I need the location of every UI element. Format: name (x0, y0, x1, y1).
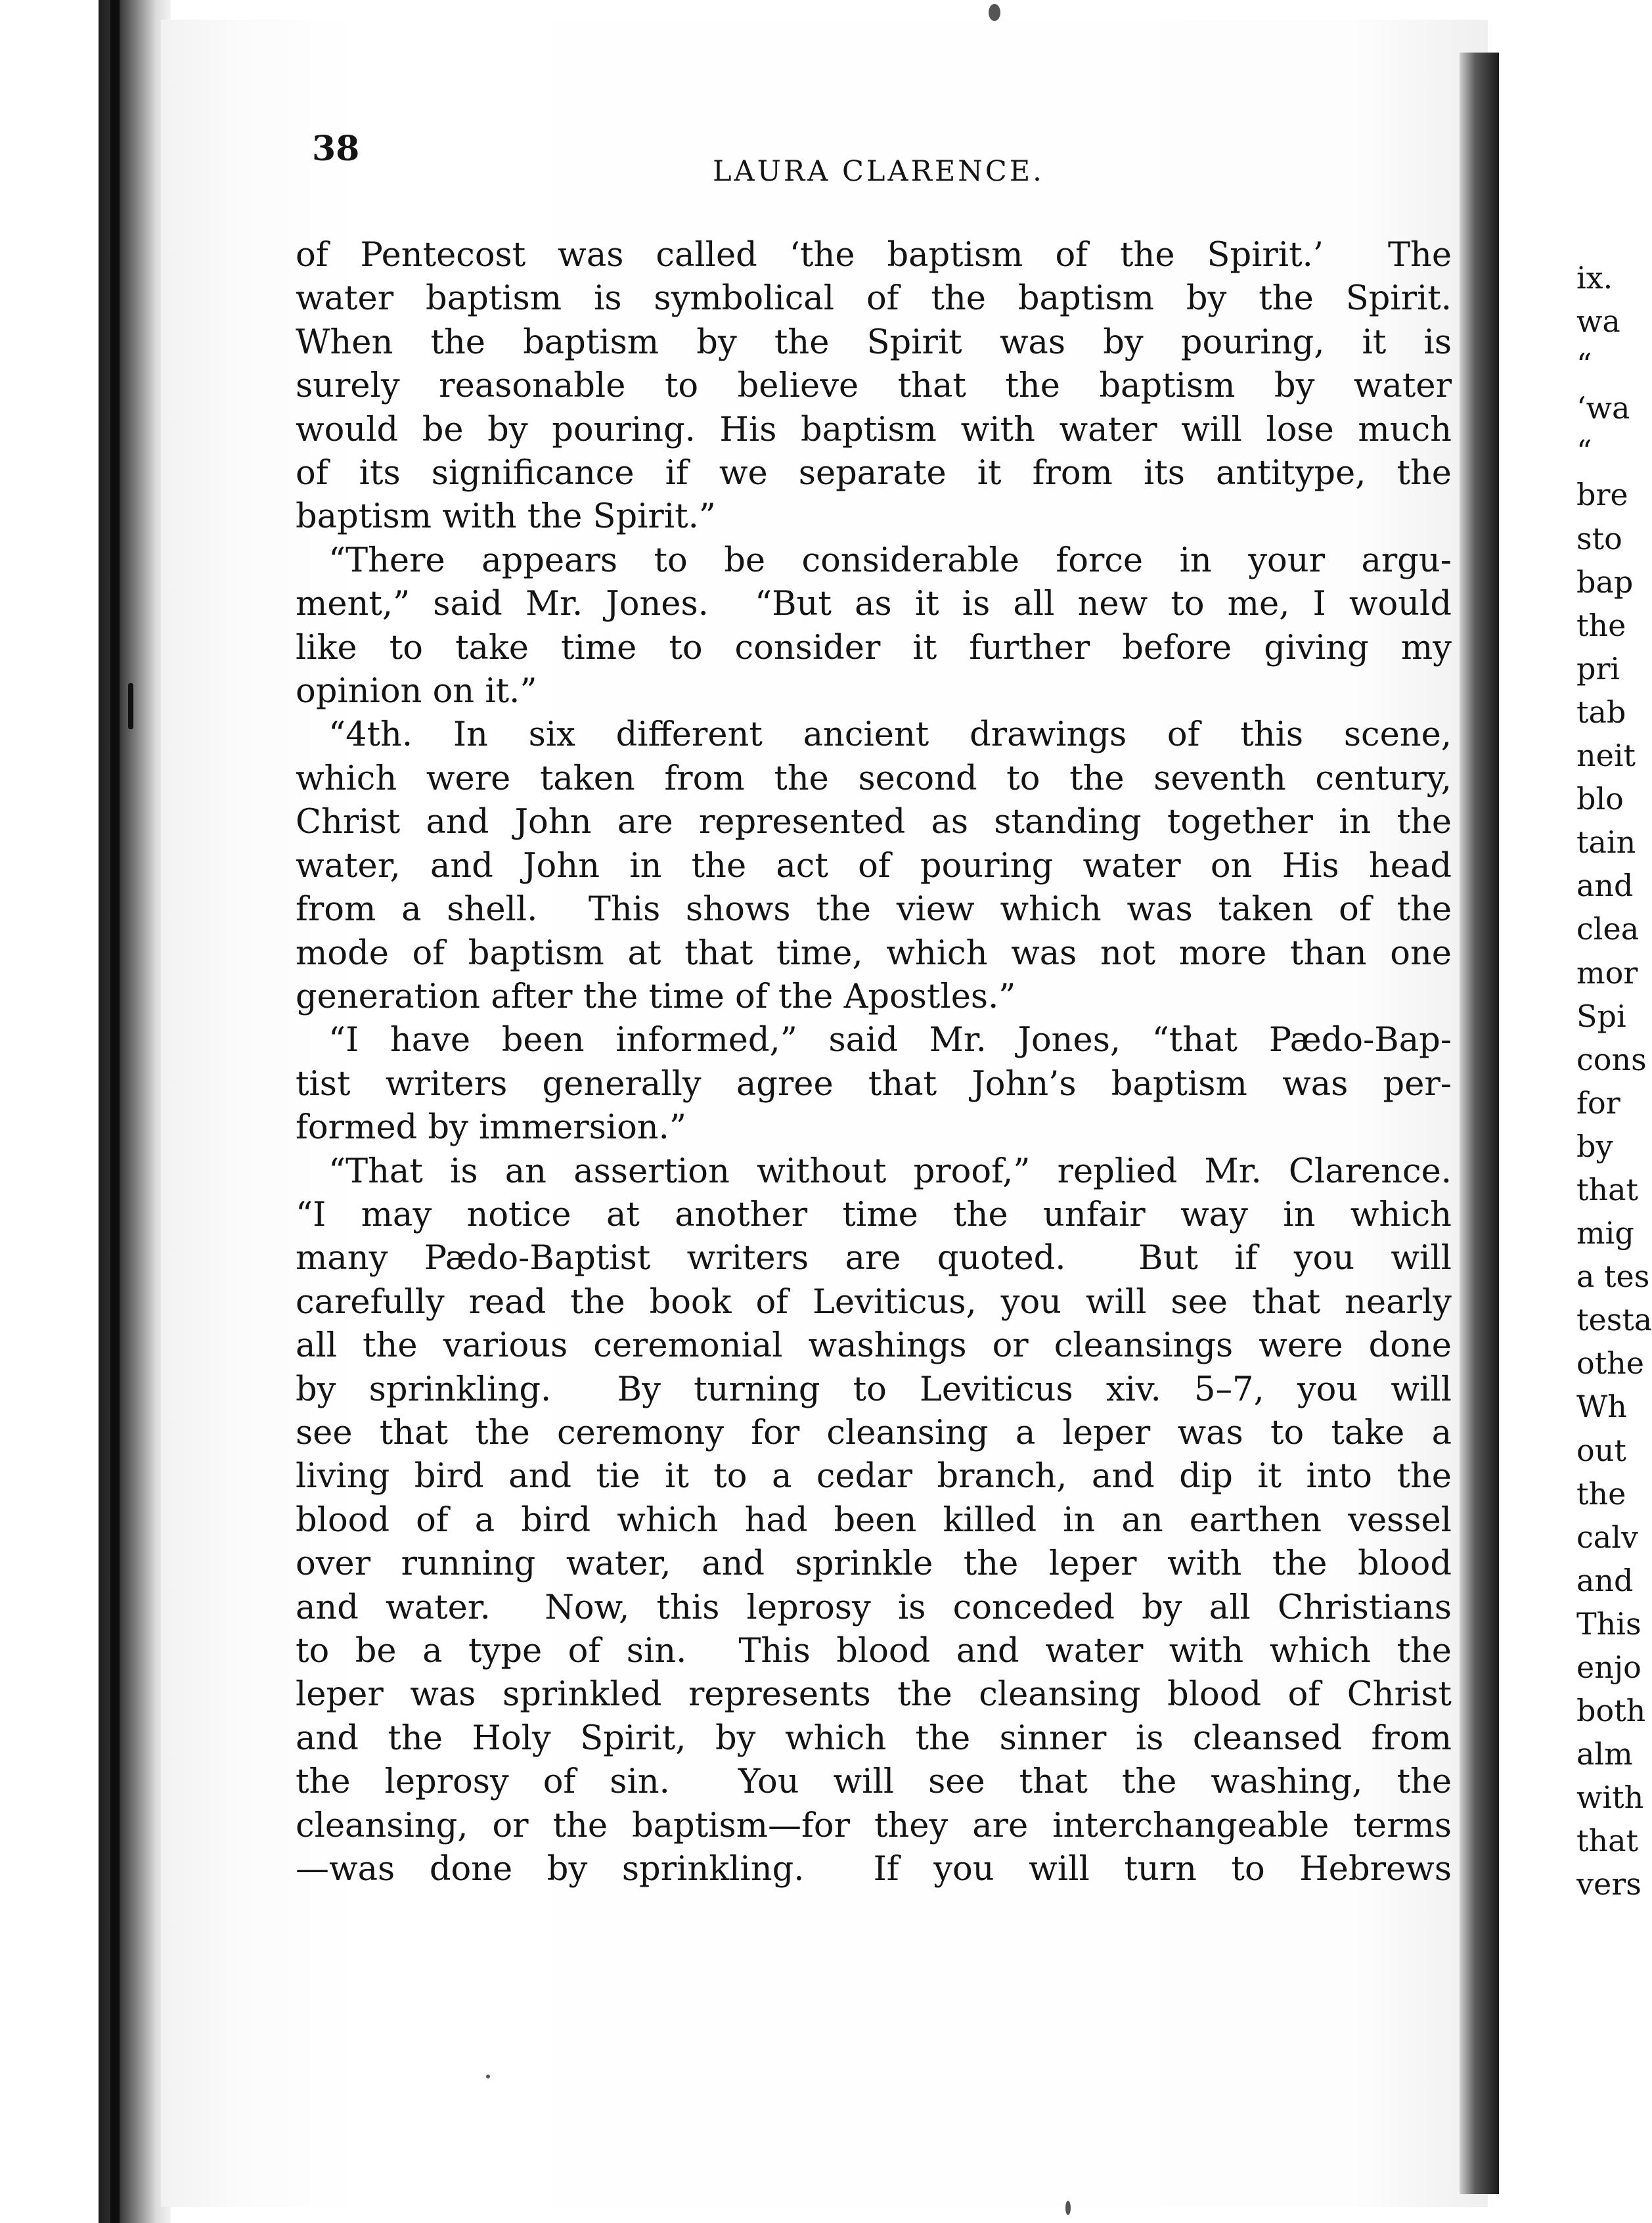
text-line: Christ and John are represented as standing together in the (296, 803, 1452, 842)
facing-page-text (1576, 256, 1652, 1906)
text-line: carefully read the book of Leviticus, you will see that nearly (296, 1282, 1452, 1322)
text-line: the leprosy of sin. You will see that the washing, the (296, 1763, 1452, 1802)
text-line: blood of a bird which had been killed in an earthen vessel (296, 1500, 1452, 1540)
text-line: opinion on it.” (296, 672, 537, 711)
facing-page-line: and (1576, 868, 1634, 904)
text-line: surely reasonable to believe that the baptism by water (296, 367, 1452, 406)
text-line: over running water, and sprinkle the leper with the blood (296, 1544, 1452, 1584)
facing-page-line: ‘wa (1576, 390, 1630, 426)
scan-speck (989, 4, 1000, 21)
facing-page-line: and (1576, 1562, 1634, 1598)
binding-edge (110, 0, 120, 2223)
scan-speck (128, 683, 133, 729)
facing-page-line: calv (1576, 1519, 1638, 1555)
text-line: mode of baptism at that time, which was not more than one (296, 933, 1452, 973)
facing-page-line: mor (1576, 954, 1638, 991)
text-line: like to take time to consider it further before giving my (296, 628, 1452, 667)
text-line: ment,” said Mr. Jones. “But as it is all new to me, I would (296, 585, 1452, 624)
book-binding-left (99, 0, 171, 2223)
facing-page-line: neit (1576, 738, 1636, 774)
text-line: “4th. In six different ancient drawings of this scene, (328, 715, 1452, 755)
facing-page-line: tain (1576, 824, 1636, 861)
body-text (296, 234, 1452, 1891)
facing-page-line: both (1576, 1693, 1646, 1729)
facing-page-line: This (1576, 1606, 1641, 1642)
text-line: “I have been informed,” said Mr. Jones, “that Pædo-Bap- (328, 1021, 1452, 1060)
facing-page-line: a tes (1576, 1259, 1650, 1295)
text-line: of its significance if we separate it from its antitype, the (296, 454, 1452, 493)
facing-page-line: Spi (1576, 998, 1626, 1034)
text-line: formed by immersion.” (296, 1108, 686, 1148)
text-line: When the baptism by the Spirit was by pouring, it is (296, 323, 1452, 362)
text-line: living bird and tie it to a cedar branch, and dip it into the (296, 1457, 1452, 1496)
text-line: water, and John in the act of pouring water on His head (296, 846, 1452, 886)
text-line: which were taken from the second to the seventh century, (296, 759, 1452, 798)
facing-page-line: by (1576, 1128, 1613, 1164)
text-line: and water. Now, this leprosy is conceded by all Christians (296, 1588, 1452, 1627)
facing-page-line: pri (1576, 650, 1620, 686)
facing-page-line: that (1576, 1171, 1639, 1207)
facing-page-line: testa (1576, 1302, 1652, 1338)
facing-page-line: blo (1576, 781, 1624, 817)
running-head: LAURA CLARENCE. (713, 155, 1044, 188)
facing-page-line: “ (1576, 434, 1592, 470)
facing-page-line: tab (1576, 694, 1626, 730)
scan-speck (1065, 2201, 1071, 2215)
facing-page-line: “ (1576, 347, 1592, 383)
text-line: “There appears to be considerable force in your argu- (328, 541, 1452, 580)
text-line: and the Holy Spirit, by which the sinner is cleansed from (296, 1718, 1452, 1758)
text-line: all the various ceremonial washings or cleansings were done (296, 1326, 1452, 1366)
text-line: tist writers generally agree that John’s baptism was per- (296, 1064, 1452, 1104)
page-number: 38 (312, 129, 360, 169)
facing-page-line: ix. (1576, 260, 1613, 296)
text-line: of Pentecost was called ‘the baptism of the Spirit.’ The (296, 236, 1452, 275)
facing-page-line: for (1576, 1085, 1620, 1121)
facing-page-line: Wh (1576, 1389, 1627, 1425)
facing-page-line: that (1576, 1823, 1639, 1859)
facing-page-line: out (1576, 1432, 1626, 1468)
text-line: by sprinkling. By turning to Leviticus xiv. 5–7, you will (296, 1370, 1452, 1409)
facing-page-line: bre (1576, 477, 1628, 513)
text-line: from a shell. This shows the view which was taken of the (296, 890, 1452, 930)
facing-page-line: cons (1576, 1041, 1647, 1077)
facing-page-line: vers (1576, 1866, 1641, 1902)
facing-page-line: mig (1576, 1215, 1634, 1251)
facing-page-line: the (1576, 607, 1626, 643)
facing-page-line: the (1576, 1475, 1626, 1512)
text-line: leper was sprinkled represents the cleansing blood of Christ (296, 1675, 1452, 1715)
text-line: baptism with the Spirit.” (296, 497, 716, 537)
facing-page-line: alm (1576, 1736, 1633, 1772)
facing-page-line: othe (1576, 1345, 1645, 1381)
text-line: many Pædo-Baptist writers are quoted. But if you will (296, 1239, 1452, 1278)
text-line: generation after the time of the Apostles.” (296, 977, 1016, 1016)
facing-page-line: clea (1576, 911, 1640, 947)
scan-speck (486, 2075, 490, 2078)
text-line: see that the ceremony for cleansing a leper was to take a (296, 1413, 1452, 1452)
facing-page-line: sto (1576, 520, 1622, 556)
text-line: cleansing, or the baptism—for they are interchangeable terms (296, 1806, 1452, 1845)
facing-page-line: enjo (1576, 1650, 1641, 1685)
facing-page-line: wa (1576, 303, 1620, 340)
facing-page-line: with (1576, 1780, 1644, 1816)
book-gutter (1460, 53, 1499, 2194)
text-line: —was done by sprinkling. If you will turn to Hebrews (296, 1850, 1452, 1889)
text-line: to be a type of sin. This blood and water with which the (296, 1632, 1452, 1671)
text-line: “That is an assertion without proof,” replied Mr. Clarence. (328, 1152, 1452, 1191)
text-line: would be by pouring. His baptism with water will lose much (296, 410, 1452, 449)
text-line: “I may notice at another time the unfair way in which (296, 1195, 1452, 1234)
text-line: water baptism is symbolical of the baptism by the Spirit. (296, 279, 1452, 319)
facing-page-line: bap (1576, 564, 1634, 600)
